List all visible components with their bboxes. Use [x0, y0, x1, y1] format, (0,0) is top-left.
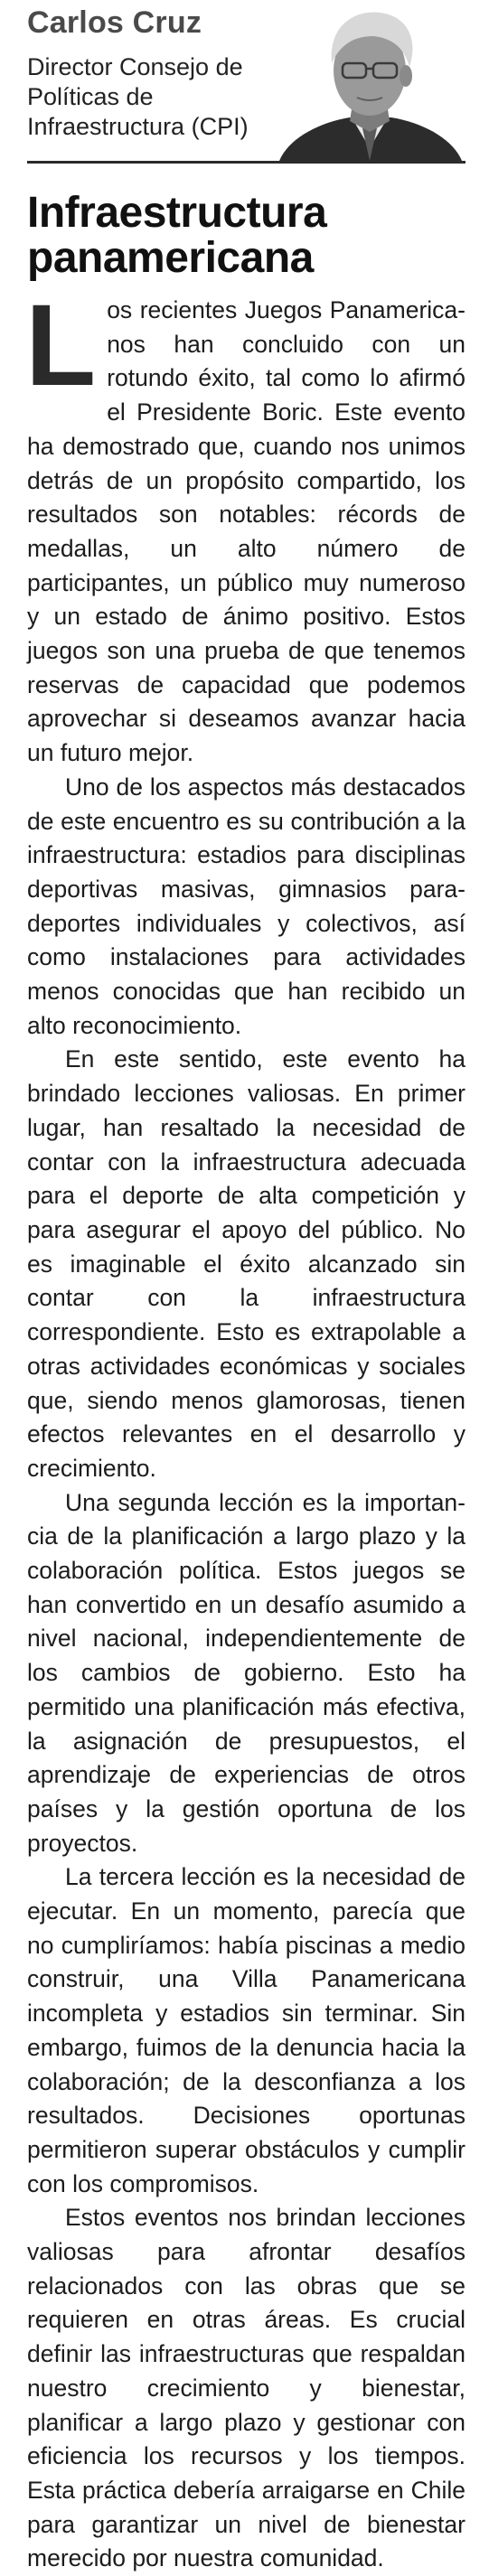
- author-header: [27, 0, 465, 164]
- article-paragraph: En este sentido, este evento ha brindado lecciones valiosas. En primer lugar, han resaltado la necesidad de contar con la infraestructura adecuada para el deporte de alta competición y para asegurar el apoyo del público. No es imaginable el éxito alcanzado sin contar con la infraestructura correspondiente. Esto es extrapolable a otras actividades económicas y sociales que, siendo menos glamorosas, tienen efectos relevantes en el desarrollo y crecimiento.: [27, 1045, 465, 1482]
- author-photo: [272, 4, 462, 161]
- author-name: Carlos Cruz: [27, 5, 202, 40]
- article-paragraph: Una segunda lección es la importancia de la planificación a largo plazo y la colaboración política. Estos juegos se han convertido en un desafío asumido a nivel nacional, independientemente de los cambios de gobierno. Esto ha permitido una planificación más efectiva, la asignación de presupuestos, el aprendizaje de experiencias de otros países y la gestión oportuna de los proyectos.: [27, 1488, 465, 1857]
- article-paragraph: La tercera lección es la necesidad de ejecutar. En un momento, parecía que no cumpliríamos: había piscinas a medio construir, una Villa Panamericana incompleta y estadios sin terminar. Sin embargo, fuimos de la denuncia hacia la colaboración; de la desconfianza a los resultados. Decisiones oportunas permitieron superar obstáculos y cumplir con los compromisos.: [27, 1863, 465, 2197]
- article-paragraph: Estos eventos nos brindan lecciones valiosas para afrontar desafíos relacionados con las obras que se requieren en otras áreas. Es crucial definir las infraestructuras que respaldan nuestro crecimiento y bienestar, planificar a largo plazo y gestionar con eficiencia los recursos y los tiempos. Esta práctica debería arraigarse en Chile para garantizar un nivel de bienestar merecido por nuestra comunidad.: [27, 2204, 465, 2572]
- headline: Infraestructura panamericana: [27, 189, 327, 282]
- author-role: Director Consejo de Políticas de Infraestructura (CPI): [27, 53, 249, 140]
- lead-text: os recientes Juegos Panamericanos han concluido con un rotundo éxito, tal como lo afirmó el Presidente Boric. Este evento ha demostrado que, cuando nos unimos detrás de un propósito compartido, los resultados son notables: récords de medallas, un alto número de participantes, un público muy numeroso y un estado de ánimo positivo. Estos juegos son una prueba de que tenemos reservas de capacidad que podemos aprovechar si deseamos avanzar hacia un futuro mejor.: [27, 296, 465, 767]
- author-portrait-image: [272, 4, 462, 161]
- article-body: [25, 281, 465, 2576]
- drop-cap: L: [25, 281, 97, 410]
- lead-paragraph: [25, 281, 465, 771]
- article-paragraph: Uno de los aspectos más destacados de este encuentro es su contribución a la infraestructura: estadios para disciplinas deportivas masivas, gimnasios paradeportes individuales y colectivos, así como instalaciones para actividades menos conocidas que han recibido un alto reconocimiento.: [27, 773, 465, 1039]
